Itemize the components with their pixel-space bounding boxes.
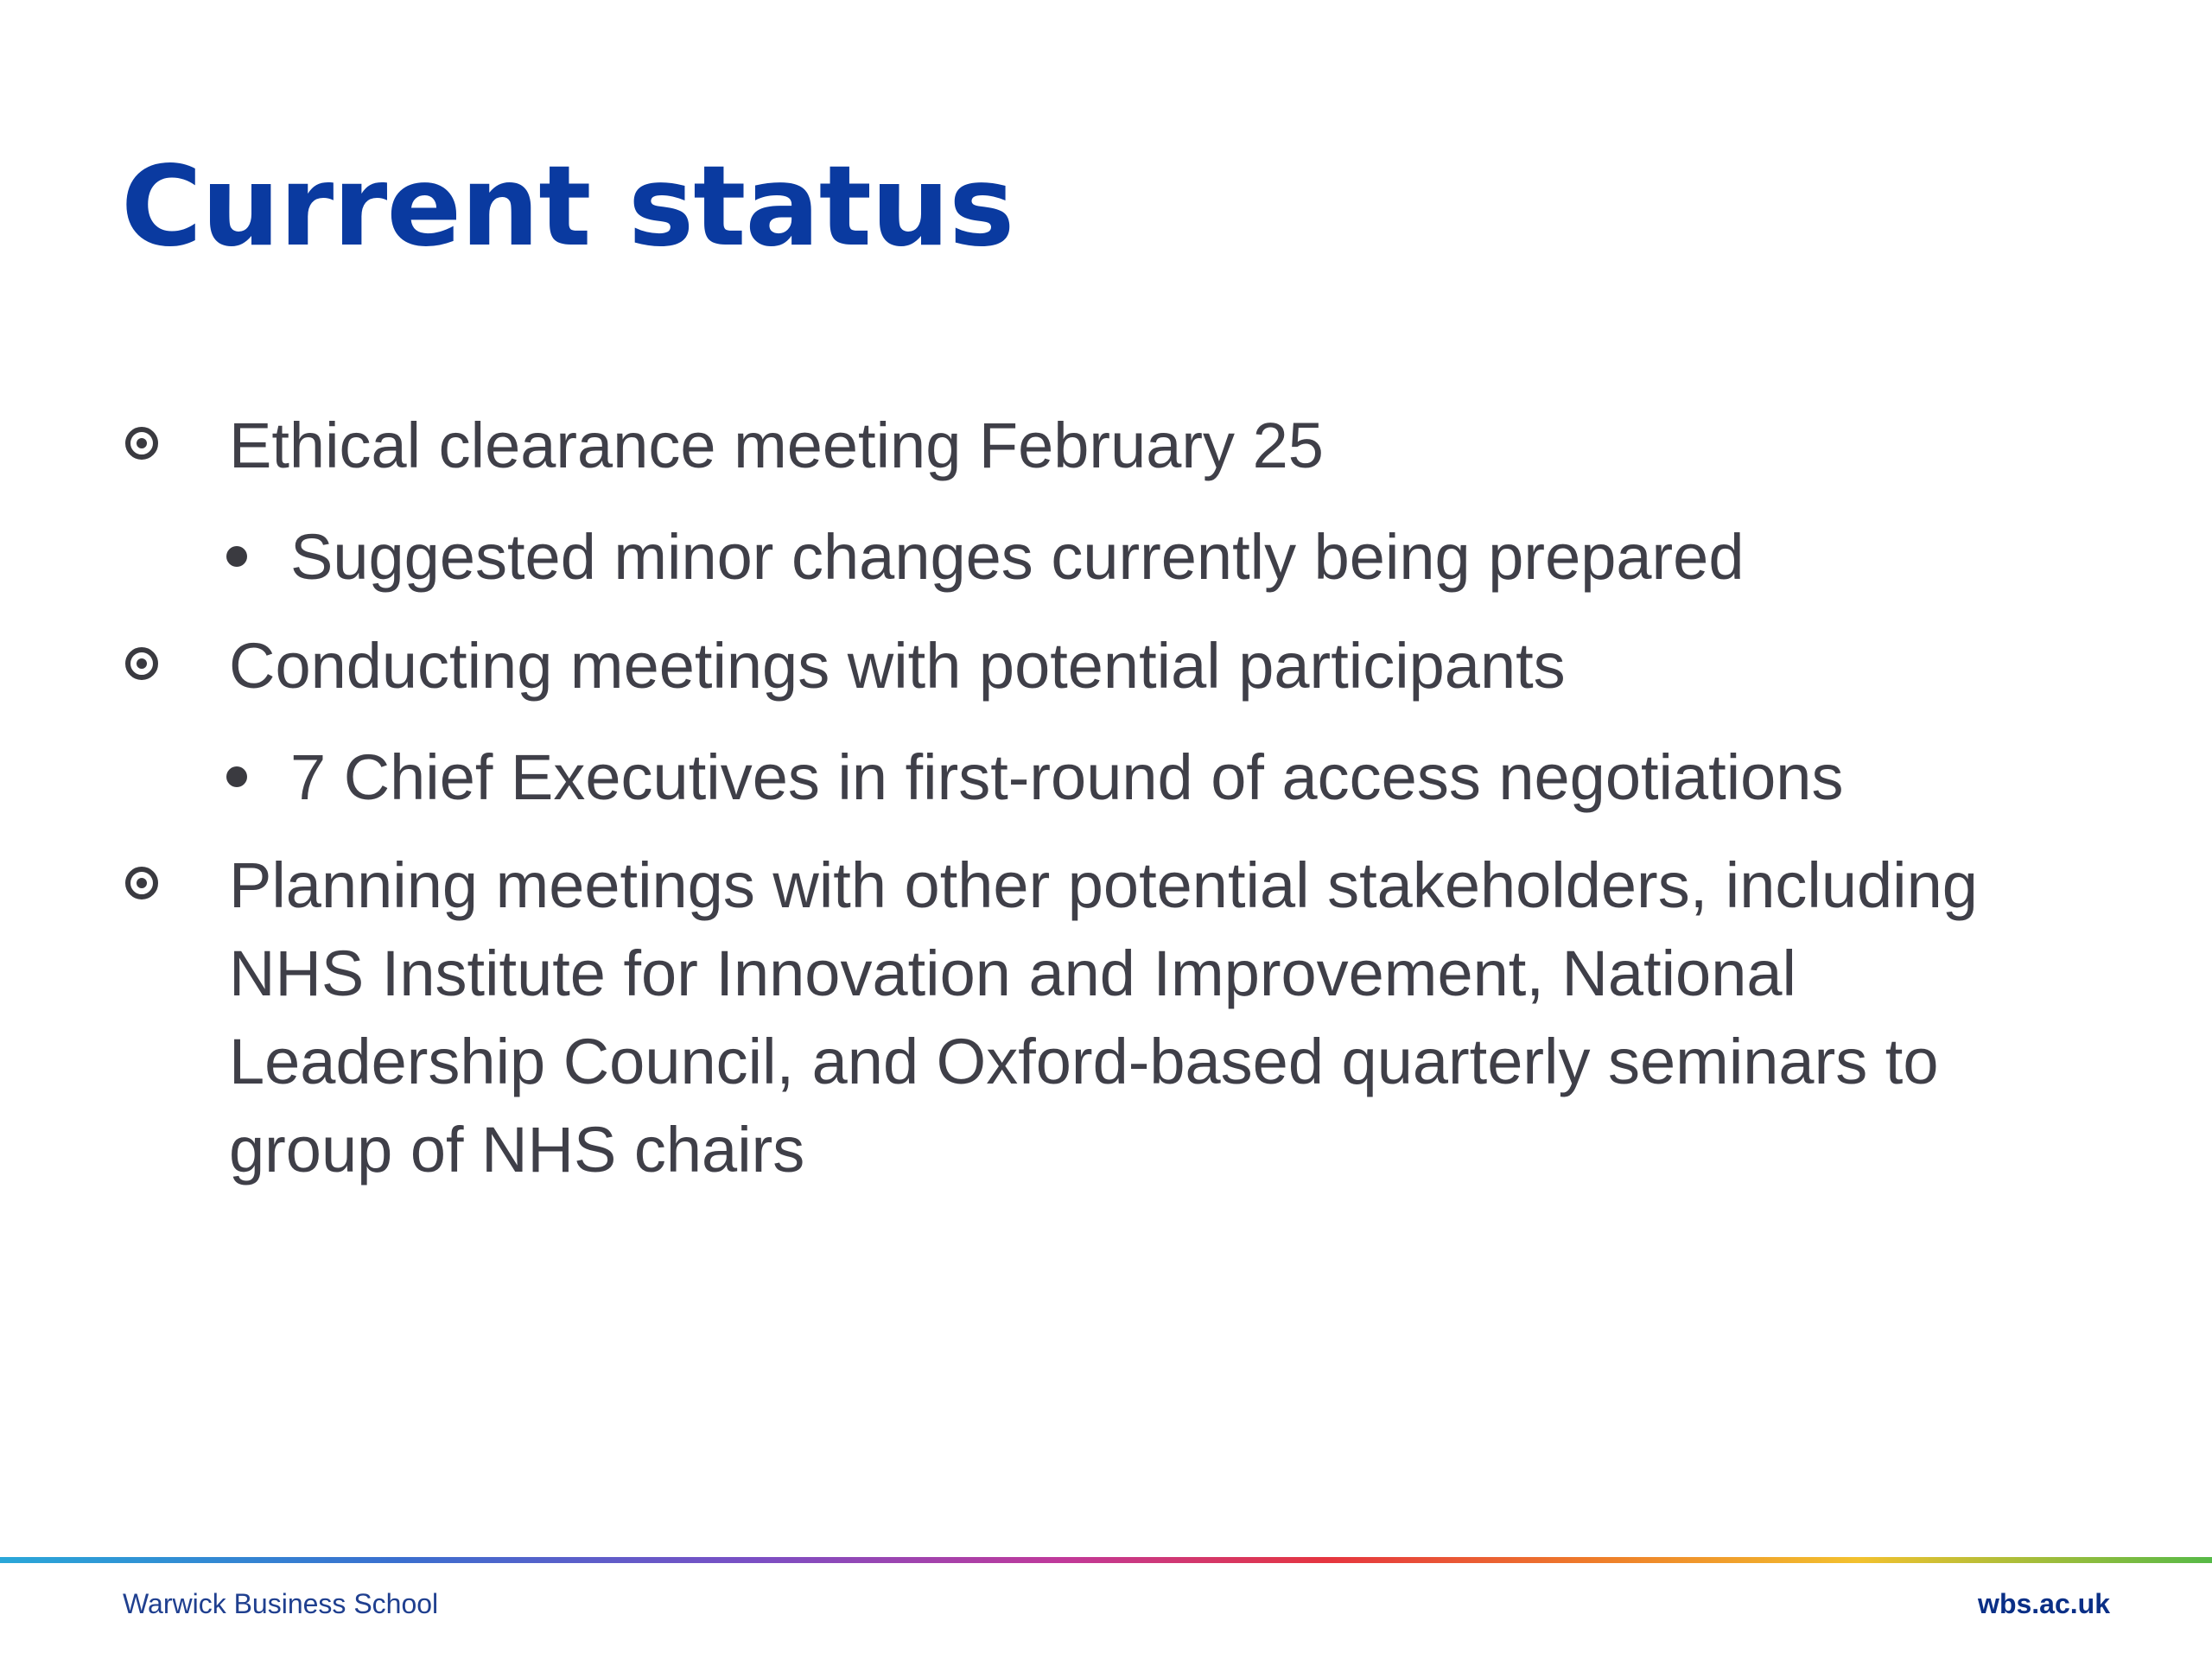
sub-bullet-text: Suggested minor changes currently being prepared bbox=[290, 521, 1745, 593]
circled-dot-icon bbox=[125, 867, 158, 899]
bullet-text: Conducting meetings with potential participants bbox=[229, 630, 1566, 702]
bullet-text: Ethical clearance meeting February 25 bbox=[229, 410, 1324, 481]
filled-dot-icon bbox=[226, 766, 247, 787]
circled-dot-icon bbox=[125, 427, 158, 460]
bullet-text-line: Planning meetings with other potential stakeholders, including bbox=[229, 849, 1978, 921]
bullet-text-line: group of NHS chairs bbox=[229, 1114, 805, 1185]
bullet-text bbox=[229, 842, 2212, 1194]
bullet-text-line: NHS Institute for Innovation and Improvement, National bbox=[229, 938, 1796, 1009]
footer-divider bbox=[0, 1557, 2212, 1563]
footer-website: wbs.ac.uk bbox=[1978, 1588, 2110, 1619]
slide-title: Current status bbox=[121, 143, 1014, 271]
circled-dot-icon bbox=[125, 647, 158, 680]
footer-organization: Warwick Business School bbox=[123, 1588, 439, 1619]
filled-dot-icon bbox=[226, 546, 247, 567]
sub-bullet-text: 7 Chief Executives in first-round of access negotiations bbox=[290, 741, 1844, 813]
bullet-text-line: Leadership Council, and Oxford-based quarterly seminars to bbox=[229, 1026, 1939, 1097]
